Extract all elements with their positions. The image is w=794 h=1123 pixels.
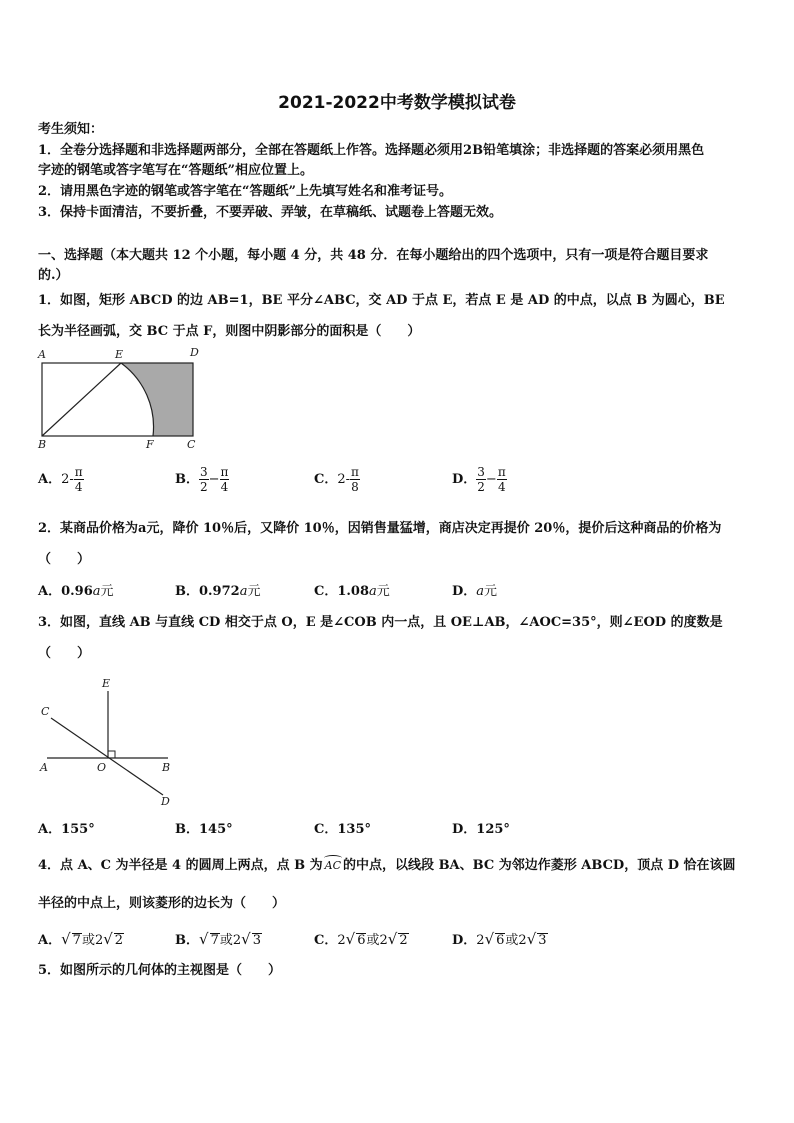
notice-line-1a: 1．全卷分选择题和非选择题两部分，全部在答题纸上作答。选择题必须用2B铅笔填涂；非选择题的答案必须用黑色 [38,143,705,158]
q1-label-d: D [190,346,199,359]
q4-option-a-label: A． [38,933,62,948]
q3-stem-line-1: 3．如图，直线 AB 与直线 CD 相交于点 O，E 是∠COB 内一点，且 OE⊥AB，∠AOC=35°，则∠EOD 的度数是 [38,615,723,630]
q2-option-a-label: A．0.96 [38,584,93,599]
notice-line-2: 2．请用黑色字迹的钢笔或答字笔在“答题纸”上先填写姓名和准考证号。 [38,184,453,199]
q4-option-a[interactable] [38,930,124,950]
q4-option-c-label: C． [314,933,338,948]
q4-option-a-r2: 2 [114,933,124,948]
q4-option-a-or: 或 [81,933,95,948]
q4-option-d-r2: 3 [538,933,547,948]
q1-label-f: F [146,438,154,449]
notice-heading: 考生须知： [38,122,104,137]
q1-option-d-num2: π [497,465,506,479]
q1-shaded-region [121,363,193,436]
q2-stem-line-1: 2．某商品价格为a元，降价 10％后，又降价 10％，因销售量猛增，商店决定再提价 20％，提价后这种商品的价格为 [38,521,722,536]
q5-stem-line-1: 5．如图所示的几何体的主视图是（ ） [38,963,282,978]
q3-label-b: B [162,761,171,774]
q1-option-d-den2: 4 [497,480,506,494]
q2-option-a-unit: 元 [100,584,114,599]
q1-option-b-label: B． [175,472,199,487]
notice-line-1b: 字迹的钢笔或答字笔写在“答题纸”相应位置上。 [38,163,313,178]
q1-option-c-num: π [351,465,359,479]
q3-label-e: E [102,677,111,690]
q4-option-c-c2: 2 [379,933,388,948]
q2-option-c-label: C．1.08 [314,584,370,599]
q4-option-a-c2: 2 [94,933,104,948]
q2-stem-line-2: （ ） [38,552,91,567]
exam-title: 2021-2022中考数学模拟试卷 [278,93,516,113]
sqrt-icon: √ [345,930,356,948]
q3-option-c[interactable]: C．135° [314,822,371,837]
q2-option-c-var: a [369,584,377,599]
q3-label-o: O [97,761,107,774]
q4-option-d-r1: 6 [496,933,505,948]
q4-option-d[interactable] [452,930,548,950]
q4-option-c-r1: 6 [357,933,366,948]
q4-arc-label: AC [324,859,342,872]
q1-label-b: B [38,438,47,449]
q2-option-c[interactable] [314,583,390,601]
q1-option-a-label: A． [38,472,62,487]
notice-line-3: 3．保持卡面清洁，不要折叠，不要弄破、弄皱，在草稿纸、试题卷上答题无效。 [38,205,503,220]
q4-option-d-c1: 2 [476,933,485,948]
q1-stem-line-2: 长为半径画弧，交 BC 于点 F，则图中阴影部分的面积是（ ） [38,324,421,339]
q4-option-b-or: 或 [219,933,233,948]
q1-label-e: E [115,348,124,361]
q1-option-b-minus: − [208,472,220,487]
q1-label-c: C [187,438,196,449]
q1-option-b-num1: 3 [200,465,208,479]
q3-label-c: C [41,705,50,718]
q1-option-a-pre: 2- [61,472,74,487]
q4-option-d-label: D． [452,933,477,948]
sqrt-icon: √ [387,930,398,948]
q3-option-b[interactable]: B．145° [175,822,233,837]
q4-option-d-c2: 2 [518,933,527,948]
q1-option-d-minus: − [485,472,497,487]
q1-option-d-label: D． [452,472,477,487]
q4-option-b-r2: 3 [252,933,261,948]
q4-stem-line-1a: 4．点 A、C 为半径是 4 的圆周上两点，点 B 为 [38,858,323,873]
q1-option-d[interactable] [452,465,507,494]
q1-segment-be [42,363,121,436]
q4-arc-ac [323,857,343,875]
q4-option-a-r1: 7 [72,933,81,948]
q1-option-c-den: 8 [351,480,359,494]
q1-stem-line-1: 1．如图，矩形 ABCD 的边 AB=1，BE 平分∠ABC，交 AD 于点 E，若点 E 是 AD 的中点，以点 B 为圆心，BE [38,293,725,308]
q3-figure [35,673,185,808]
q2-option-a[interactable] [38,583,114,601]
q1-option-b-den2: 4 [220,480,229,494]
sqrt-icon: √ [241,930,251,948]
q4-option-b-label: B． [175,933,199,948]
q2-option-d-var: a [476,584,485,599]
q3-option-d[interactable]: D．125° [452,822,510,837]
section-heading-line-2: 的.） [38,268,69,283]
sqrt-icon: √ [61,930,71,948]
q2-option-d[interactable] [452,583,497,601]
q4-option-c-c1: 2 [337,933,346,948]
q4-option-c-r2: 2 [399,933,408,948]
q3-label-d: D [161,795,170,808]
q3-stem-line-2: （ ） [38,646,91,661]
q2-option-a-var: a [92,584,101,599]
q4-option-b[interactable] [175,930,262,950]
q1-option-c-pre: 2- [337,472,351,487]
q4-stem-line-1b: 的中点，以线段 BA、BC 为邻边作菱形 ABCD，顶点 D 恰在该圆 [343,858,736,873]
q2-option-d-label: D． [452,584,477,599]
q1-option-a-den: 4 [74,480,83,494]
q4-option-c[interactable] [314,930,409,950]
q1-option-b-num2: π [220,465,229,479]
q2-option-b-var: a [239,584,248,599]
q2-option-c-unit: 元 [376,584,390,599]
q2-option-b-label: B．0.972 [175,584,240,599]
sqrt-icon: √ [199,930,209,948]
sqrt-icon: √ [526,930,537,948]
q1-option-b[interactable] [175,465,229,494]
q2-option-b[interactable] [175,583,260,601]
q4-stem-line-2: 半径的中点上，则该菱形的边长为（ ） [38,896,286,911]
q4-option-b-r1: 7 [210,933,219,948]
q1-option-b-den1: 2 [200,480,208,494]
q4-option-c-or: 或 [366,933,380,948]
q3-line-cd [51,718,163,795]
q3-label-a: A [40,761,48,774]
q1-option-a-num: π [74,465,83,479]
q1-option-d-den1: 2 [477,480,485,494]
q2-option-b-unit: 元 [247,584,261,599]
q4-option-d-or: 或 [505,933,519,948]
q4-arc-mark [324,855,342,861]
q1-option-c-label: C． [314,472,338,487]
q1-figure [35,344,205,449]
q4-stem-line-1 [38,857,736,875]
sqrt-icon: √ [103,930,113,948]
section-heading-line-1: 一、选择题（本大题共 12 个小题，每小题 4 分，共 48 分．在每小题给出的四个选项中，只有一项是符合题目要求 [38,248,709,263]
q1-option-c[interactable] [314,465,360,494]
sqrt-icon: √ [484,930,495,948]
q3-right-angle-mark [108,751,115,758]
q4-option-b-c2: 2 [232,933,242,948]
q3-option-a[interactable]: A．155° [38,822,95,837]
q1-label-a: A [38,348,46,361]
q1-option-a[interactable] [38,465,84,494]
q1-option-d-num1: 3 [477,465,485,479]
q2-option-d-unit: 元 [484,584,498,599]
